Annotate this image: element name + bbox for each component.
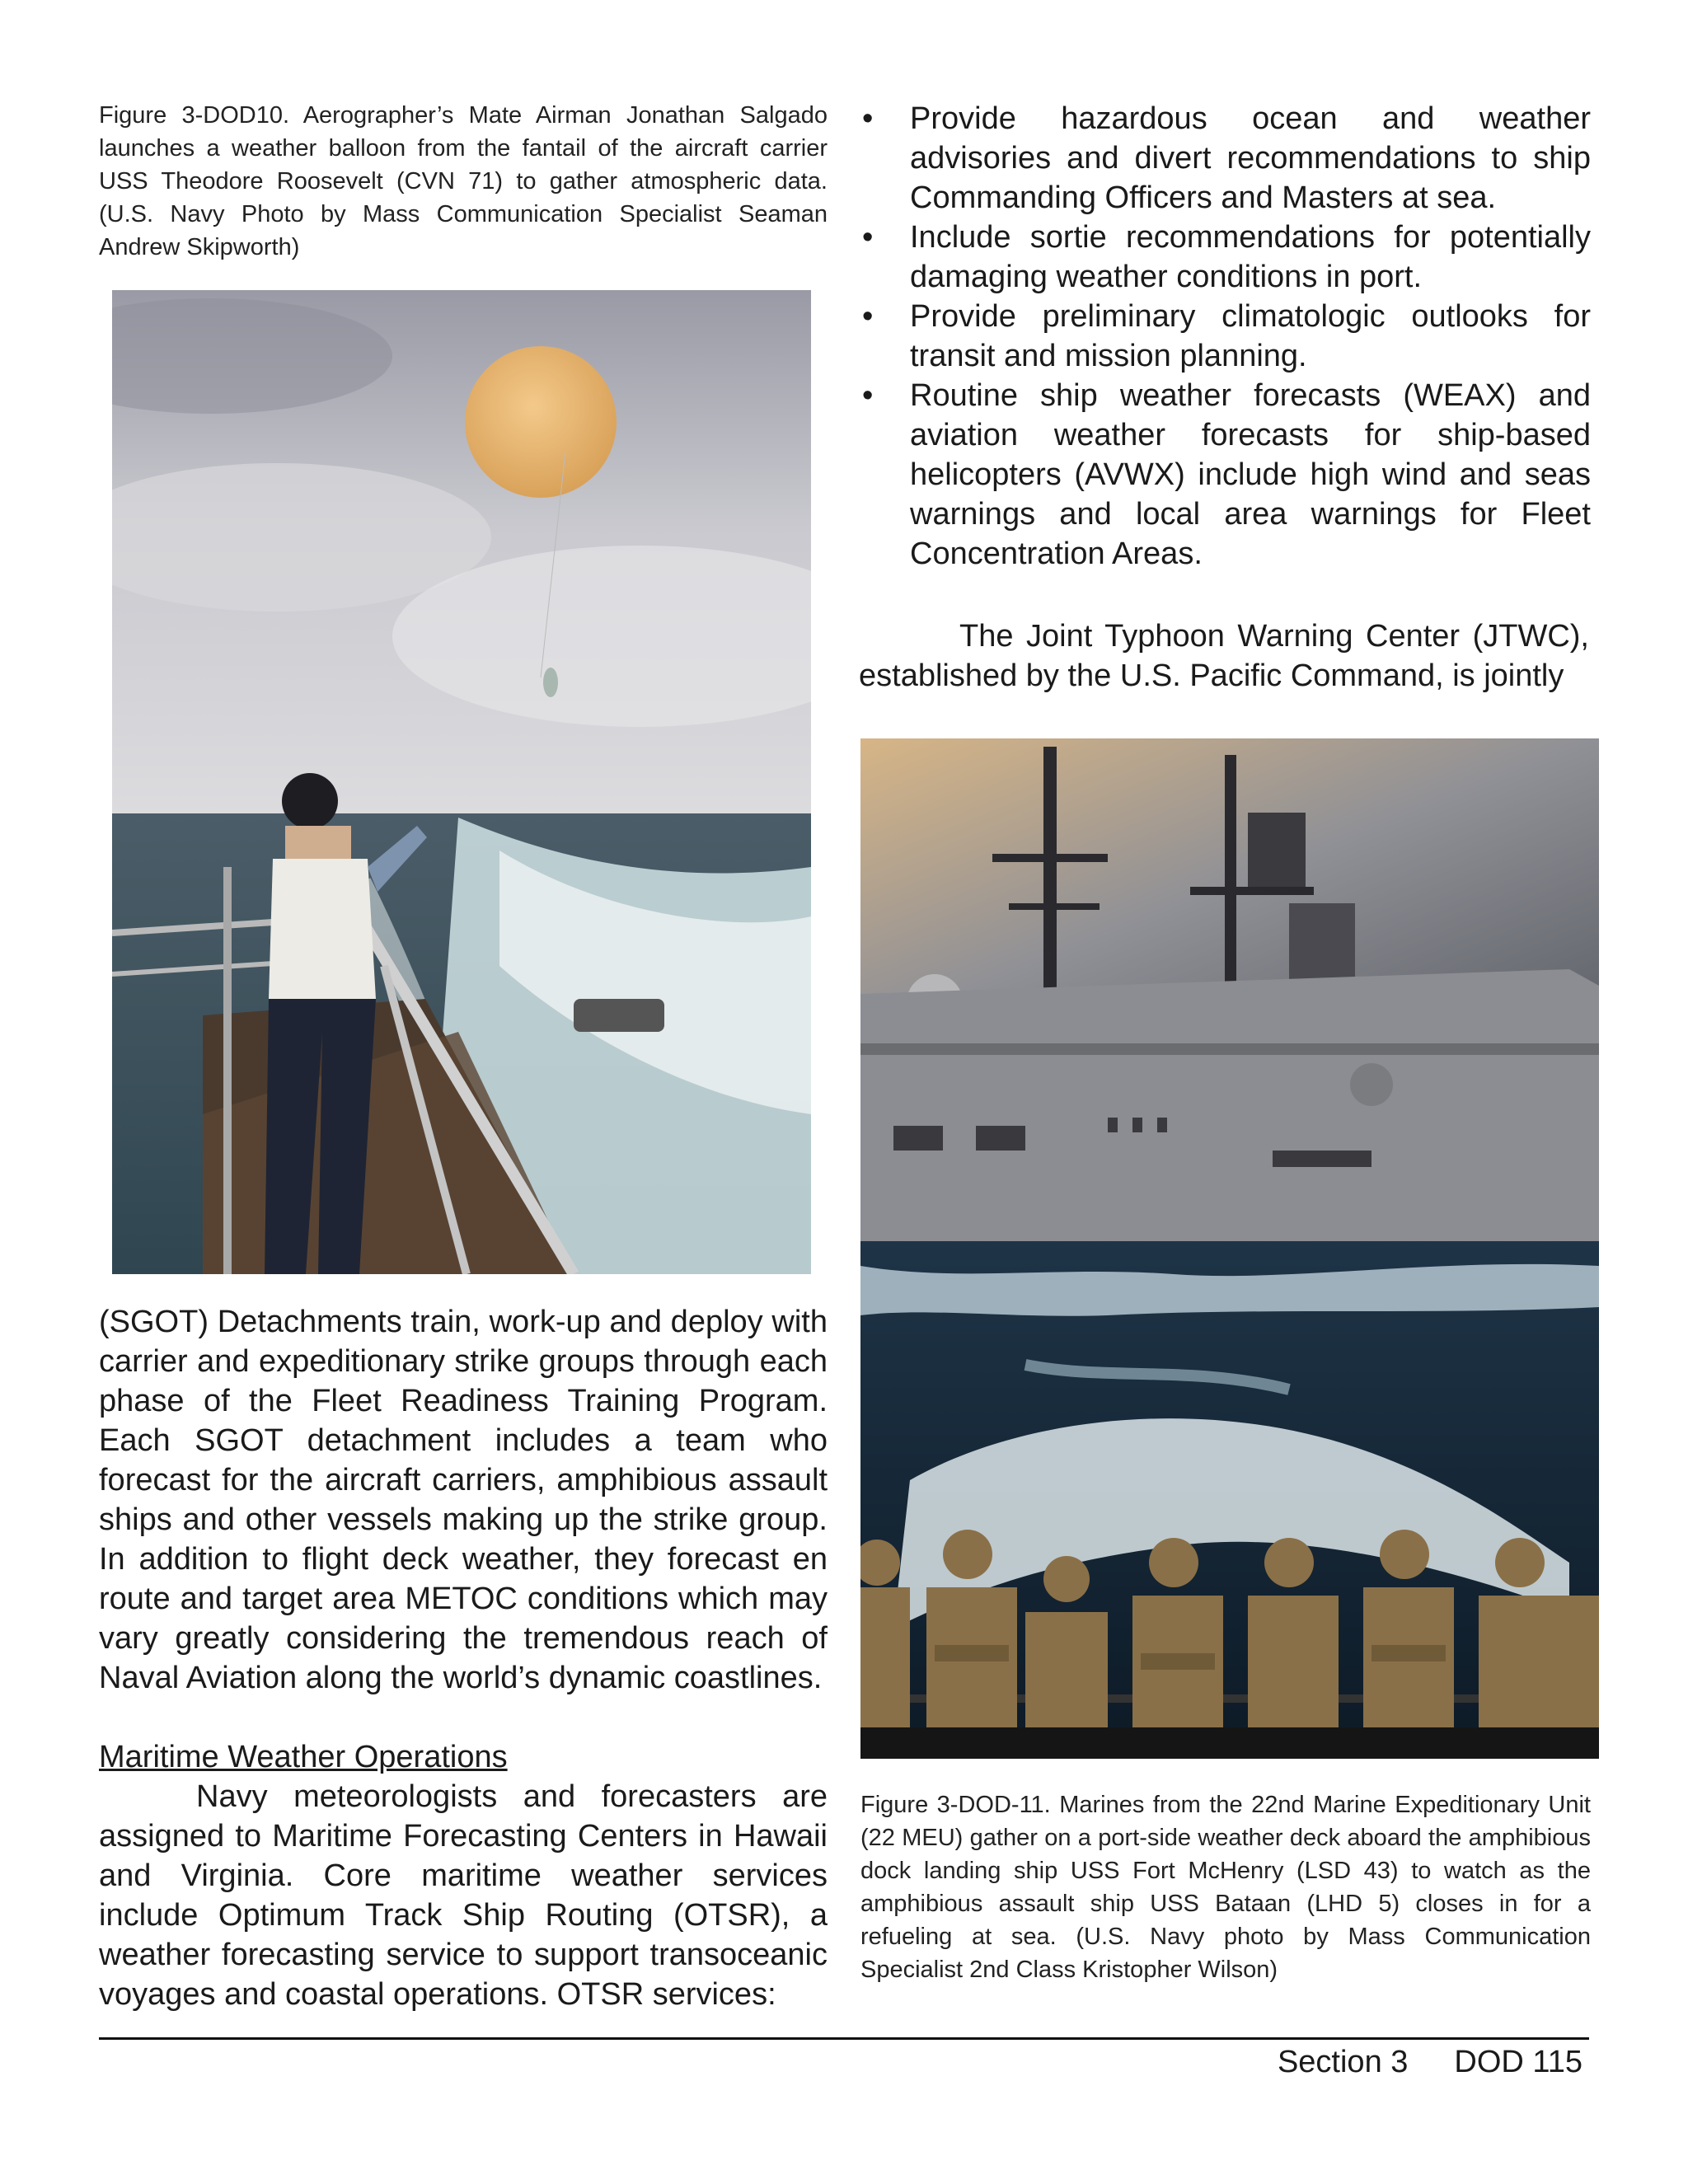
marines-ship-photo bbox=[860, 738, 1599, 1759]
figure-2-caption: Figure 3-DOD-11. Marines from the 22nd Marine Expeditionary Unit (22 MEU) gather on a port-side weather deck aboard the amphibious dock landing ship USS Fort McHenry (LSD 43) to watch as the amphibious assault ship USS Bataan (LHD 5) closes in for a refueling at sea. (U.S. Navy photo by Mass Communication Specialist 2nd Class Kristopher Wilson) bbox=[860, 1792, 1591, 1983]
otsr-services-list bbox=[857, 99, 1591, 574]
list-item: • Include sortie recommendations for potentially damaging weather conditions in port. bbox=[857, 218, 1591, 297]
weather-balloon-photo bbox=[112, 290, 811, 1274]
list-item: • Provide hazardous ocean and weather advisories and divert recommendations to ship Commanding Officers and Masters at sea. bbox=[857, 99, 1591, 218]
maritime-section bbox=[99, 1737, 828, 2014]
page-number: DOD 115 bbox=[1454, 2045, 1582, 2079]
maritime-paragraph: Navy meteorologists and forecasters are assigned to Maritime Forecasting Centers in Hawaii and Virginia. Core maritime weather services include Optimum Track Ship Routing (OTSR), a weather forecasting service to support transoceanic voyages and coastal operations. OTSR services: bbox=[99, 1779, 828, 2012]
page-footer bbox=[1278, 2042, 1582, 2082]
footer-rule bbox=[99, 2037, 1589, 2040]
jtwc-paragraph: The Joint Typhoon Warning Center (JTWC), established by the U.S. Pacific Command, is jointly bbox=[859, 619, 1589, 693]
sgot-paragraph: (SGOT) Detachments train, work-up and deploy with carrier and expeditionary strike groups through each phase of the Fleet Readiness Training Program. Each SGOT detachment includes a team who forecast for the aircraft carriers, amphibious assault ships and other vessels making up the strike group. In addition to flight deck weather, they forecast en route and target area METOC conditions which may vary greatly considering the tremendous reach of Naval Aviation along the world’s dynamic coastlines. bbox=[99, 1305, 828, 1695]
section-heading: Maritime Weather Operations bbox=[99, 1740, 508, 1774]
figure-1-caption: Figure 3-DOD10. Aerographer’s Mate Airman Jonathan Salgado launches a weather balloon from the fantail of the aircraft carrier USS Theodore Roosevelt (CVN 71) to gather atmospheric data. (U.S. Navy Photo by Mass Communication Specialist Seaman Andrew Skipworth) bbox=[99, 102, 828, 260]
list-item: • Routine ship weather forecasts (WEAX) and aviation weather forecasts for ship-based helicopters (AVWX) include high wind and seas warnings and local area warnings for Fleet Concentration Areas. bbox=[857, 376, 1591, 574]
list-item: • Provide preliminary climatologic outlooks for transit and mission planning. bbox=[857, 297, 1591, 376]
footer-section: Section 3 bbox=[1277, 2045, 1409, 2079]
